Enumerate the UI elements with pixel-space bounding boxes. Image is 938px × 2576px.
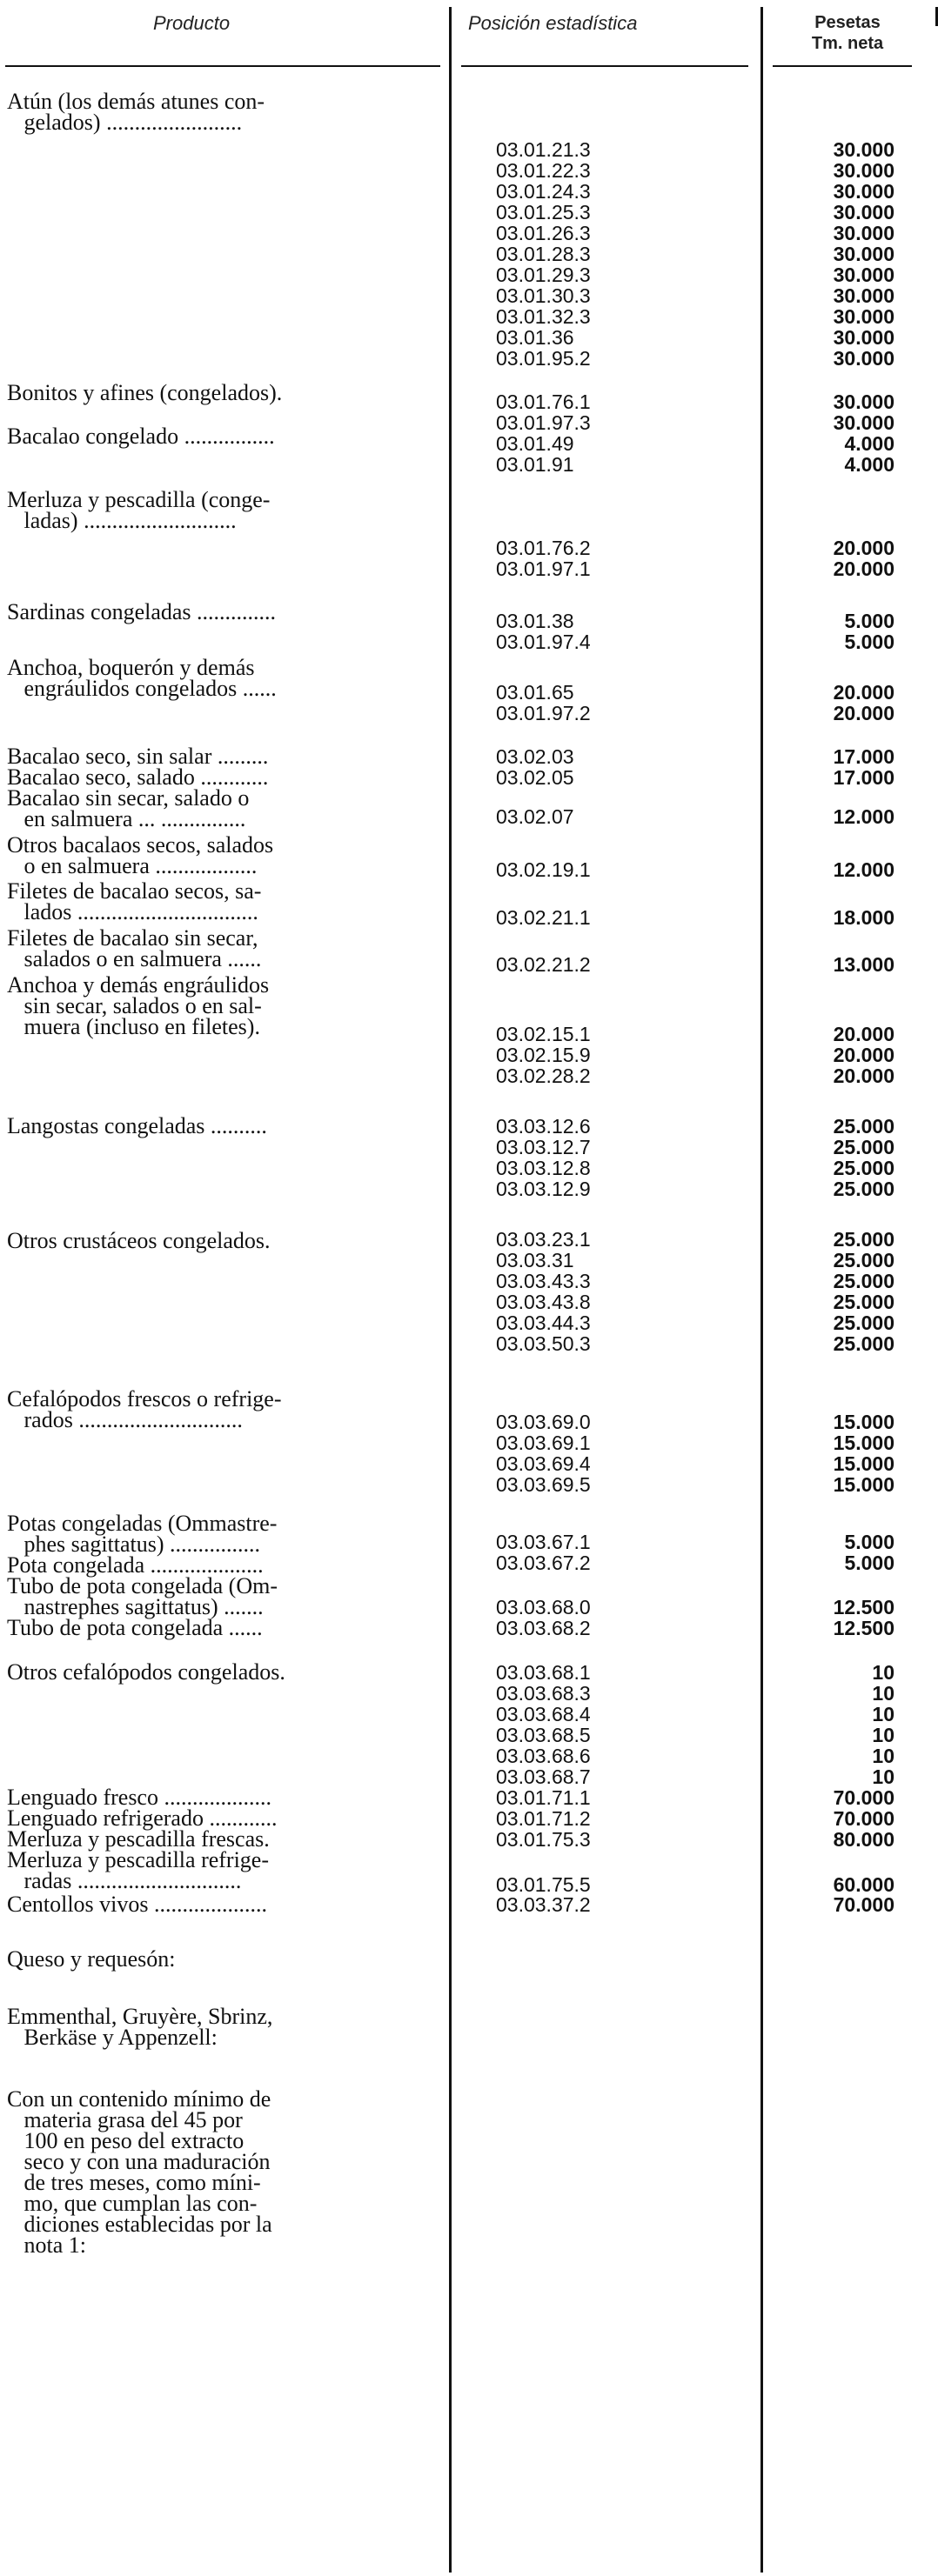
producto-cell: gelados) ........................ bbox=[7, 110, 243, 135]
pesetas-cell: 25.000 bbox=[833, 1157, 894, 1179]
pesetas-cell: 25.000 bbox=[833, 1249, 894, 1271]
producto-cell: engráulidos congelados ...... bbox=[7, 676, 277, 701]
posicion-cell: 03.01.26.3 bbox=[496, 222, 591, 244]
pesetas-cell: 25.000 bbox=[833, 1311, 894, 1334]
producto-cell: Bacalao congelado ................ bbox=[7, 424, 275, 449]
pesetas-cell: 20.000 bbox=[833, 1044, 894, 1066]
posicion-cell: 03.01.22.3 bbox=[496, 159, 591, 182]
pesetas-cell: 30.000 bbox=[833, 264, 894, 286]
producto-cell: Berkäse y Appenzell: bbox=[7, 2025, 218, 2050]
producto-cell: Anchoa y demás engráulidos bbox=[7, 972, 270, 998]
pesetas-cell: 10 bbox=[872, 1661, 894, 1684]
producto-cell: Otros crustáceos congelados. bbox=[7, 1228, 271, 1253]
pesetas-cell: 5.000 bbox=[844, 1531, 894, 1553]
pesetas-cell: 4.000 bbox=[844, 432, 894, 455]
posicion-cell: 03.01.36 bbox=[496, 326, 574, 349]
posicion-cell: 03.03.44.3 bbox=[496, 1311, 591, 1334]
producto-cell: Cefalópodos frescos o refrige- bbox=[7, 1386, 282, 1411]
producto-cell: Otros bacalaos secos, salados bbox=[7, 832, 274, 858]
producto-cell: Queso y requesón: bbox=[7, 1946, 176, 1972]
producto-cell: 100 en peso del extracto bbox=[7, 2128, 245, 2153]
pesetas-cell: 70.000 bbox=[833, 1807, 894, 1830]
posicion-cell: 03.01.65 bbox=[496, 681, 574, 704]
pesetas-cell: 30.000 bbox=[833, 243, 894, 265]
posicion-cell: 03.01.25.3 bbox=[496, 201, 591, 224]
posicion-cell: 03.01.97.3 bbox=[496, 411, 591, 434]
pesetas-cell: 30.000 bbox=[833, 326, 894, 349]
pesetas-cell: 30.000 bbox=[833, 390, 894, 413]
pesetas-cell: 20.000 bbox=[833, 557, 894, 580]
producto-cell: salados o en salmuera ...... bbox=[7, 946, 262, 971]
posicion-cell: 03.03.50.3 bbox=[496, 1332, 591, 1355]
pesetas-cell: 12.500 bbox=[833, 1596, 894, 1618]
posicion-cell: 03.01.97.1 bbox=[496, 557, 591, 580]
posicion-cell: 03.01.95.2 bbox=[496, 347, 591, 370]
pesetas-cell: 70.000 bbox=[833, 1786, 894, 1809]
posicion-cell: 03.02.19.1 bbox=[496, 858, 591, 881]
pesetas-cell: 5.000 bbox=[844, 631, 894, 653]
pesetas-cell: 30.000 bbox=[833, 222, 894, 244]
posicion-cell: 03.02.28.2 bbox=[496, 1064, 591, 1087]
pesetas-cell: 30.000 bbox=[833, 138, 894, 161]
producto-cell: Potas congeladas (Ommastre- bbox=[7, 1511, 278, 1536]
pesetas-cell: 30.000 bbox=[833, 159, 894, 182]
column-header-posicion: Posición estadística bbox=[468, 12, 638, 34]
header-rule-posicion bbox=[461, 65, 748, 67]
pesetas-cell: 12.000 bbox=[833, 805, 894, 828]
pesetas-cell: 80.000 bbox=[833, 1828, 894, 1851]
posicion-cell: 03.03.69.1 bbox=[496, 1431, 591, 1454]
pesetas-cell: 13.000 bbox=[833, 953, 894, 976]
posicion-cell: 03.01.21.3 bbox=[496, 138, 591, 161]
producto-cell: Bacalao sin secar, salado o bbox=[7, 785, 250, 811]
posicion-cell: 03.01.76.1 bbox=[496, 390, 591, 413]
posicion-cell: 03.01.38 bbox=[496, 610, 574, 632]
posicion-cell: 03.01.24.3 bbox=[496, 180, 591, 203]
posicion-cell: 03.01.91 bbox=[496, 453, 574, 476]
pesetas-cell: 17.000 bbox=[833, 745, 894, 768]
pesetas-cell: 25.000 bbox=[833, 1115, 894, 1138]
posicion-cell: 03.01.29.3 bbox=[496, 264, 591, 286]
pesetas-cell: 30.000 bbox=[833, 305, 894, 328]
pesetas-cell: 25.000 bbox=[833, 1332, 894, 1355]
pesetas-cell: 30.000 bbox=[833, 347, 894, 370]
pesetas-cell: 20.000 bbox=[833, 681, 894, 704]
producto-cell: Con un contenido mínimo de bbox=[7, 2086, 271, 2112]
producto-cell: ladas) ........................... bbox=[7, 508, 237, 533]
producto-cell: Filetes de bacalao sin secar, bbox=[7, 925, 258, 951]
posicion-cell: 03.03.37.2 bbox=[496, 1893, 591, 1916]
producto-cell: Lenguado fresco ................... bbox=[7, 1785, 271, 1810]
producto-cell: diciones establecidas por la bbox=[7, 2212, 272, 2237]
posicion-cell: 03.01.76.2 bbox=[496, 537, 591, 559]
producto-cell: Merluza y pescadilla frescas. bbox=[7, 1826, 270, 1852]
pesetas-cell: 20.000 bbox=[833, 1064, 894, 1087]
posicion-cell: 03.03.67.2 bbox=[496, 1552, 591, 1574]
pesetas-cell: 70.000 bbox=[833, 1893, 894, 1916]
posicion-cell: 03.01.30.3 bbox=[496, 284, 591, 307]
posicion-cell: 03.02.15.9 bbox=[496, 1044, 591, 1066]
pesetas-cell: 15.000 bbox=[833, 1452, 894, 1475]
producto-cell: Otros cefalópodos congelados. bbox=[7, 1659, 285, 1685]
posicion-cell: 03.01.28.3 bbox=[496, 243, 591, 265]
posicion-cell: 03.02.05 bbox=[496, 766, 574, 789]
producto-cell: Langostas congeladas .......... bbox=[7, 1113, 267, 1138]
posicion-cell: 03.03.67.1 bbox=[496, 1531, 591, 1553]
tm-neta-label: Tm. neta bbox=[811, 34, 884, 53]
producto-cell: Merluza y pescadilla refrige- bbox=[7, 1847, 270, 1872]
posicion-cell: 03.01.71.1 bbox=[496, 1786, 591, 1809]
posicion-cell: 03.03.43.3 bbox=[496, 1270, 591, 1292]
producto-cell: Lenguado refrigerado ............ bbox=[7, 1805, 278, 1831]
producto-cell: Bonitos y afines (congelados). bbox=[7, 380, 283, 405]
posicion-cell: 03.03.12.9 bbox=[496, 1178, 591, 1200]
posicion-cell: 03.03.43.8 bbox=[496, 1291, 591, 1313]
posicion-cell: 03.03.69.4 bbox=[496, 1452, 591, 1475]
posicion-cell: 03.03.69.5 bbox=[496, 1473, 591, 1496]
pesetas-cell: 5.000 bbox=[844, 1552, 894, 1574]
producto-cell: Emmenthal, Gruyère, Sbrinz, bbox=[7, 2004, 273, 2029]
producto-cell: radas ............................. bbox=[7, 1868, 242, 1893]
producto-cell: Sardinas congeladas .............. bbox=[7, 599, 277, 624]
posicion-cell: 03.01.49 bbox=[496, 432, 574, 455]
column-divider-left bbox=[449, 7, 452, 2573]
pesetas-cell: 25.000 bbox=[833, 1178, 894, 1200]
posicion-cell: 03.02.21.2 bbox=[496, 953, 591, 976]
producto-cell: o en salmuera .................. bbox=[7, 853, 258, 878]
pesetas-cell: 30.000 bbox=[833, 201, 894, 224]
producto-cell: nota 1: bbox=[7, 2232, 86, 2258]
posicion-cell: 03.02.03 bbox=[496, 745, 574, 768]
posicion-cell: 03.03.68.3 bbox=[496, 1682, 591, 1705]
column-header-pesetas bbox=[795, 12, 900, 54]
posicion-cell: 03.01.97.2 bbox=[496, 702, 591, 724]
pesetas-cell: 30.000 bbox=[833, 411, 894, 434]
producto-cell: Pota congelada .................... bbox=[7, 1552, 264, 1578]
pesetas-cell: 5.000 bbox=[844, 610, 894, 632]
producto-cell: mo, que cumplan las con- bbox=[7, 2191, 258, 2216]
posicion-cell: 03.03.68.1 bbox=[496, 1661, 591, 1684]
producto-cell: muera (incluso en filetes). bbox=[7, 1014, 260, 1039]
pesetas-cell: 10 bbox=[872, 1765, 894, 1788]
posicion-cell: 03.03.68.7 bbox=[496, 1765, 591, 1788]
posicion-cell: 03.01.32.3 bbox=[496, 305, 591, 328]
producto-cell: lados ................................ bbox=[7, 899, 258, 924]
pesetas-cell: 25.000 bbox=[833, 1228, 894, 1251]
pesetas-cell: 15.000 bbox=[833, 1411, 894, 1433]
pesetas-cell: 20.000 bbox=[833, 1023, 894, 1045]
column-header-producto: Producto bbox=[153, 12, 231, 34]
producto-cell: Anchoa, boquerón y demás bbox=[7, 655, 255, 680]
pesetas-cell: 60.000 bbox=[833, 1873, 894, 1896]
pesetas-cell: 10 bbox=[872, 1745, 894, 1767]
posicion-cell: 03.03.68.6 bbox=[496, 1745, 591, 1767]
pesetas-cell: 20.000 bbox=[833, 702, 894, 724]
posicion-cell: 03.03.31 bbox=[496, 1249, 574, 1271]
posicion-cell: 03.02.21.1 bbox=[496, 906, 591, 929]
pesetas-label: Pesetas bbox=[814, 13, 881, 32]
pesetas-cell: 10 bbox=[872, 1682, 894, 1705]
posicion-cell: 03.03.12.8 bbox=[496, 1157, 591, 1179]
posicion-cell: 03.03.68.4 bbox=[496, 1703, 591, 1725]
pesetas-cell: 12.500 bbox=[833, 1617, 894, 1639]
posicion-cell: 03.03.12.6 bbox=[496, 1115, 591, 1138]
producto-cell: Atún (los demás atunes con- bbox=[7, 89, 265, 114]
producto-cell: seco y con una maduración bbox=[7, 2149, 271, 2174]
pesetas-cell: 15.000 bbox=[833, 1473, 894, 1496]
posicion-cell: 03.01.97.4 bbox=[496, 631, 591, 653]
producto-cell: Bacalao seco, sin salar ......... bbox=[7, 744, 269, 769]
posicion-cell: 03.01.75.5 bbox=[496, 1873, 591, 1896]
posicion-cell: 03.01.75.3 bbox=[496, 1828, 591, 1851]
producto-cell: phes sagittatus) ................ bbox=[7, 1532, 261, 1557]
producto-cell: Merluza y pescadilla (conge- bbox=[7, 487, 271, 512]
posicion-cell: 03.03.69.0 bbox=[496, 1411, 591, 1433]
pesetas-cell: 30.000 bbox=[833, 284, 894, 307]
pesetas-cell: 18.000 bbox=[833, 906, 894, 929]
pesetas-cell: 20.000 bbox=[833, 537, 894, 559]
producto-cell: Bacalao seco, salado ............ bbox=[7, 764, 269, 790]
pesetas-cell: 25.000 bbox=[833, 1136, 894, 1158]
pesetas-cell: 30.000 bbox=[833, 180, 894, 203]
pesetas-cell: 4.000 bbox=[844, 453, 894, 476]
column-divider-right bbox=[760, 7, 763, 2573]
posicion-cell: 03.01.71.2 bbox=[496, 1807, 591, 1830]
header-rule-pesetas bbox=[773, 65, 912, 67]
pesetas-cell: 10 bbox=[872, 1724, 894, 1746]
producto-cell: Centollos vivos .................... bbox=[7, 1892, 268, 1917]
posicion-cell: 03.02.15.1 bbox=[496, 1023, 591, 1045]
producto-cell: Tubo de pota congelada (Om- bbox=[7, 1573, 278, 1598]
producto-cell: de tres meses, como míni- bbox=[7, 2170, 261, 2195]
posicion-cell: 03.03.68.5 bbox=[496, 1724, 591, 1746]
pesetas-cell: 25.000 bbox=[833, 1291, 894, 1313]
posicion-cell: 03.03.12.7 bbox=[496, 1136, 591, 1158]
producto-cell: en salmuera ... ............... bbox=[7, 806, 246, 831]
posicion-cell: 03.03.23.1 bbox=[496, 1228, 591, 1251]
producto-cell: nastrephes sagittatus) ....... bbox=[7, 1594, 264, 1619]
header-rule-producto bbox=[5, 65, 440, 67]
pesetas-cell: 12.000 bbox=[833, 858, 894, 881]
producto-cell: materia grasa del 45 por bbox=[7, 2107, 243, 2132]
pesetas-cell: 10 bbox=[872, 1703, 894, 1725]
producto-cell: Tubo de pota congelada ...... bbox=[7, 1615, 263, 1640]
producto-cell: sin secar, salados o en sal- bbox=[7, 993, 262, 1018]
pesetas-cell: 17.000 bbox=[833, 766, 894, 789]
producto-cell: rados ............................. bbox=[7, 1407, 243, 1432]
pesetas-cell: 25.000 bbox=[833, 1270, 894, 1292]
posicion-cell: 03.03.68.2 bbox=[496, 1617, 591, 1639]
pesetas-cell: 15.000 bbox=[833, 1431, 894, 1454]
posicion-cell: 03.02.07 bbox=[496, 805, 574, 828]
producto-cell: Filetes de bacalao secos, sa- bbox=[7, 878, 262, 904]
posicion-cell: 03.03.68.0 bbox=[496, 1596, 591, 1618]
